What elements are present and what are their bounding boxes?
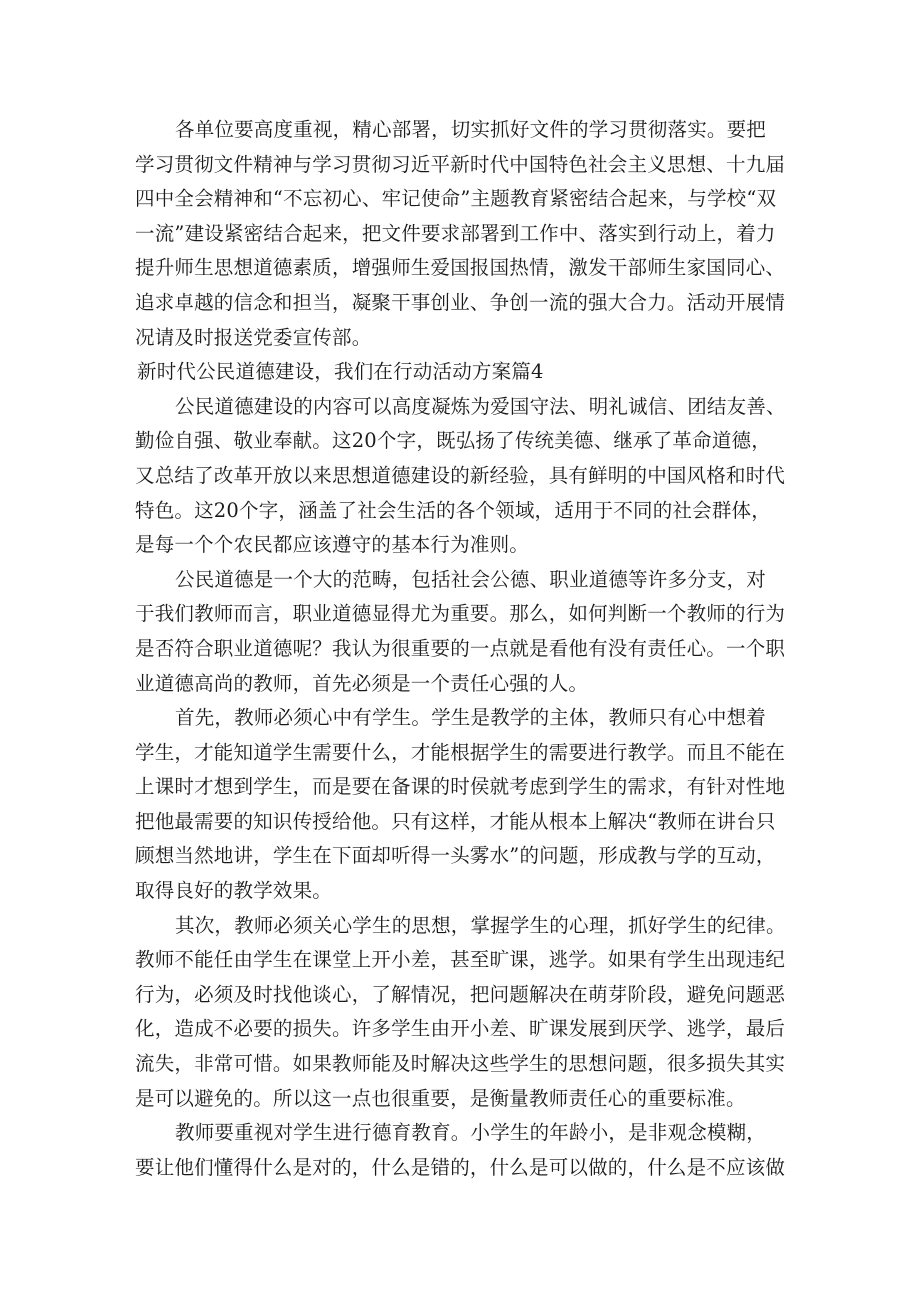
- paragraph-line: 上课时才想到学生，而是要在备课的时侯就考虑到学生的需求，有针对性地: [135, 775, 786, 799]
- paragraph-line: 提升师生思想道德素质，增强师生爱国报国热情，激发干部师生家国同心、: [135, 256, 786, 280]
- paragraph-line: 又总结了改革开放以来思想道德建设的新经验，具有鲜明的中国风格和时代: [135, 463, 786, 487]
- paragraph-first-line: 其次，教师必须关心学生的思想，掌握学生的心理，抓好学生的纪律。: [175, 913, 786, 937]
- paragraph-line: 特色。这20个字，涵盖了社会生活的各个领域，适用于不同的社会群体，: [135, 498, 771, 522]
- paragraph-line: 化，造成不必要的损失。许多学生由开小差、旷课发展到厌学、逃学，最后: [135, 1017, 786, 1041]
- paragraph-line: 追求卓越的信念和担当，凝聚干事创业、争创一流的强大合力。活动开展情: [135, 290, 786, 314]
- paragraph-first-line: 公民道德建设的内容可以高度凝炼为爱国守法、明礼诚信、团结友善、: [175, 394, 786, 418]
- paragraph-line: 况请及时报送党委宣传部。: [135, 325, 372, 349]
- paragraph-line: 业道德高尚的教师，首先必须是一个责任心强的人。: [135, 671, 589, 695]
- paragraph-line: 流失，非常可惜。如果教师能及时解决这些学生的思想问题，很多损失其实: [135, 1052, 786, 1076]
- paragraph-line: 取得良好的教学效果。: [135, 879, 333, 903]
- paragraph-line: 于我们教师而言，职业道德显得尤为重要。那么，如何判断一个教师的行为: [135, 602, 786, 626]
- paragraph-line: 教师不能任由学生在课堂上开小差，甚至旷课，逃学。如果有学生出现违纪: [135, 948, 786, 972]
- paragraph-line: 是每一个个农民都应该遵守的基本行为准则。: [135, 533, 530, 557]
- paragraph-line: 学习贯彻文件精神与学习贯彻习近平新时代中国特色社会主义思想、十九届: [135, 152, 786, 176]
- paragraph-line: 一流”建设紧密结合起来，把文件要求部署到工作中、落实到行动上，着力: [135, 221, 776, 245]
- paragraph-line: 学生，才能知道学生需要什么，才能根据学生的需要进行教学。而且不能在: [135, 740, 786, 764]
- paragraph-first-line: 首先，教师必须心中有学生。学生是教学的主体，教师只有心中想着: [175, 706, 767, 730]
- paragraph-line: 是可以避免的。所以这一点也很重要，是衡量教师责任心的重要标准。: [135, 1086, 746, 1110]
- document-body: [135, 113, 795, 1185]
- paragraph-line: 把他最需要的知识传授给他。只有这样，才能从根本上解决“教师在讲台只: [135, 809, 776, 833]
- paragraph-first-line: 公民道德是一个大的范畴，包括社会公德、职业道德等许多分支，对: [175, 567, 767, 591]
- paragraph-line: 是否符合职业道德呢？我认为很重要的一点就是看他有没有责任心。一个职: [135, 636, 786, 660]
- paragraph-line: 勤俭自强、敬业奉献。这20个字，既弘扬了传统美德、继承了革命道德，: [135, 429, 771, 453]
- paragraph-first-line: 各单位要高度重视，精心部署，切实抓好文件的学习贯彻落实。要把: [175, 118, 767, 141]
- paragraph-line: 要让他们懂得什么是对的，什么是错的，什么是可以做的，什么是不应该做: [135, 1155, 786, 1179]
- paragraph-line: 四中全会精神和“不忘初心、牢记使命”主题教育紧密结合起来，与学校“双: [135, 187, 777, 211]
- paragraph-first-line: 教师要重视对学生进行德育教育。小学生的年龄小，是非观念模糊，: [175, 1121, 767, 1145]
- paragraph-line: 顾想当然地讲，学生在下面却听得一头雾水”的问题，形成教与学的互动，: [135, 844, 776, 868]
- section-heading: 新时代公民道德建设，我们在行动活动方案篇4: [137, 360, 544, 384]
- paragraph-line: 行为，必须及时找他谈心，了解情况，把问题解决在萌芽阶段，避免问题恶: [135, 982, 786, 1006]
